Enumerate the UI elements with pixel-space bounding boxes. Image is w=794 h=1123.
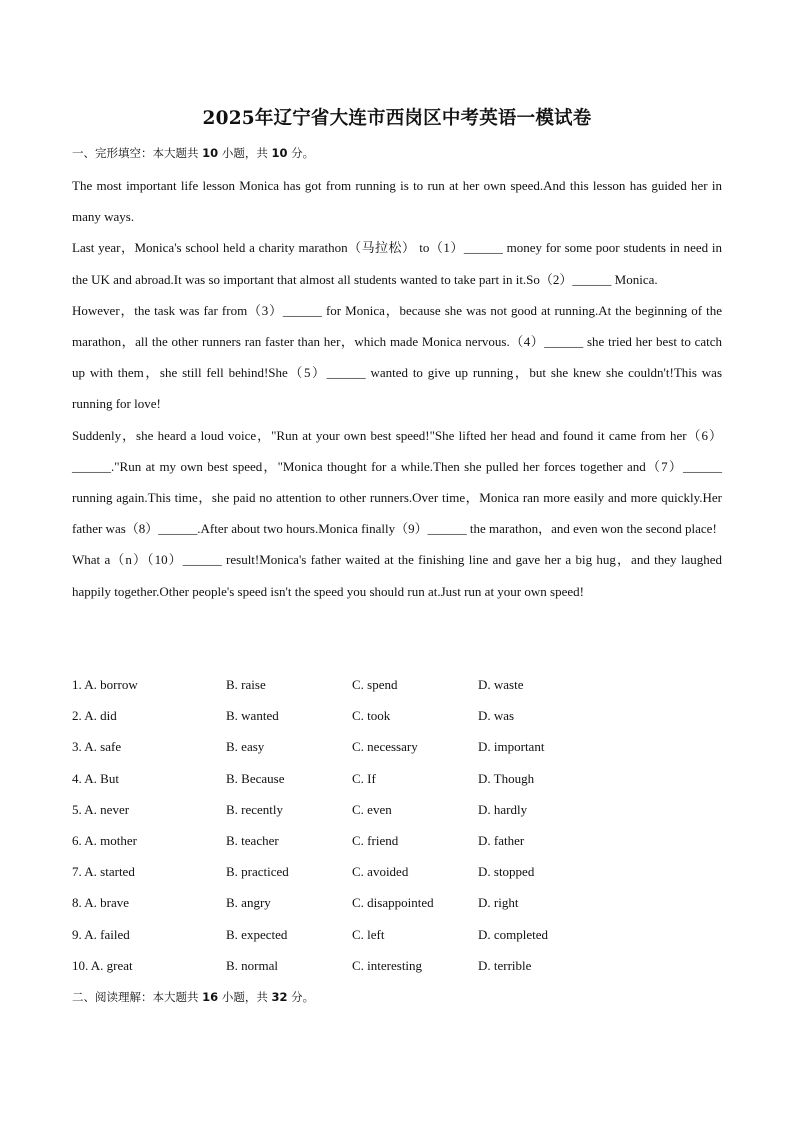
- option-a: 4. A. But: [72, 770, 119, 786]
- option-b: B. normal: [226, 957, 278, 973]
- section-mid: 小题，共: [221, 146, 268, 160]
- passage-paragraph: What a（n）（10）______ result!Monica's father waited at the finishing line and gave her a big hug，and they laughed happily together.Other people's speed isn't the speed you should run at.Just run at your own speed!: [72, 552, 722, 599]
- section-mid: 小题，共: [221, 990, 268, 1004]
- option-d: D. waste: [478, 677, 524, 692]
- option-d: D. completed: [478, 926, 549, 942]
- option-c: C. spend: [352, 677, 398, 692]
- section-suffix: 分。: [291, 990, 315, 1004]
- option-b: B. recently: [226, 801, 284, 817]
- question-count: 16: [202, 990, 219, 1004]
- option-d: D. was: [478, 708, 515, 724]
- option-row: [72, 700, 722, 731]
- option-d: D. hardly: [478, 801, 528, 817]
- option-row: [72, 950, 722, 981]
- option-a: 3. A. safe: [72, 739, 122, 755]
- passage-paragraph: The most important life lesson Monica has got from running is to run at her own speed.And this lesson has guided her in many ways.: [72, 178, 722, 225]
- section-prefix: 一、完形填空：本大题共: [72, 146, 199, 160]
- point-total: 10: [271, 146, 288, 160]
- option-d: D. important: [478, 739, 545, 755]
- option-c: C. took: [352, 708, 391, 724]
- option-b: B. angry: [226, 895, 271, 911]
- passage-paragraph: Suddenly，she heard a loud voice，"Run at your own best speed!"She lifted her head and found it came from her（6）______."Run at my own best speed，"Monica thought for a while.Then she pulled her forces together and（7）______ running again.This time，she paid no attention to other runners.Over time，Monica ran more easily and more quickly.Her father was（8）______.After about two hours.Monica finally（9）______ the marathon，and even won the second place!: [72, 427, 722, 537]
- cloze-passage: [72, 170, 722, 607]
- option-row: [72, 919, 722, 950]
- option-row: [72, 669, 722, 700]
- option-row: [72, 887, 722, 918]
- option-b: B. expected: [226, 926, 288, 942]
- option-row: [72, 763, 722, 794]
- option-b: B. easy: [226, 739, 265, 755]
- option-a: 7. A. started: [72, 864, 135, 880]
- option-b: B. wanted: [226, 708, 279, 724]
- section-prefix: 二、阅读理解：本大题共: [72, 990, 199, 1004]
- option-d: D. terrible: [478, 957, 532, 973]
- option-c: C. disappointed: [352, 895, 434, 911]
- answer-options: [72, 669, 722, 981]
- option-c: C. necessary: [352, 739, 418, 755]
- option-a: 10. A. great: [72, 957, 133, 973]
- option-row: [72, 856, 722, 887]
- option-c: C. interesting: [352, 957, 423, 973]
- point-total: 32: [271, 990, 288, 1004]
- option-b: B. raise: [226, 677, 266, 692]
- option-a: 1. A. borrow: [72, 677, 138, 692]
- option-b: B. Because: [226, 770, 285, 786]
- option-d: D. stopped: [478, 864, 535, 880]
- option-a: 9. A. failed: [72, 926, 130, 942]
- option-a: 5. A. never: [72, 801, 130, 817]
- option-d: D. right: [478, 895, 519, 911]
- option-a: 2. A. did: [72, 708, 117, 724]
- option-c: C. If: [352, 770, 376, 786]
- option-row: [72, 794, 722, 825]
- option-c: C. friend: [352, 832, 399, 848]
- option-b: B. practiced: [226, 864, 289, 880]
- option-d: D. father: [478, 832, 525, 848]
- option-row: [72, 825, 722, 856]
- option-c: C. avoided: [352, 864, 409, 880]
- option-c: C. even: [352, 801, 392, 817]
- section-suffix: 分。: [291, 146, 315, 160]
- option-d: D. Though: [478, 770, 535, 786]
- section-heading-reading: [72, 989, 314, 1005]
- option-b: B. teacher: [226, 832, 279, 848]
- passage-paragraph: Last year，Monica's school held a charity marathon（马拉松） to（1）______ money for some poor students in need in the UK and abroad.It was so important that almost all students wanted to take part in it.So（2）______ Monica.: [72, 240, 722, 287]
- option-c: C. left: [352, 926, 385, 942]
- option-a: 8. A. brave: [72, 895, 130, 911]
- question-count: 10: [202, 146, 219, 160]
- exam-title: 2025年辽宁省大连市西岗区中考英语一模试卷: [202, 108, 592, 129]
- section-heading-cloze: [72, 145, 314, 161]
- option-a: 6. A. mother: [72, 832, 137, 848]
- passage-paragraph: However，the task was far from（3）______ for Monica，because she was not good at running.At the beginning of the marathon，all the other runners ran faster than her，which made Monica nervous.（4）______ she tried her best to catch up with them，she still fell behind!She（5）______ wanted to give up running，but she knew she couldn't!This was running for love!: [72, 302, 722, 412]
- option-row: [72, 731, 722, 762]
